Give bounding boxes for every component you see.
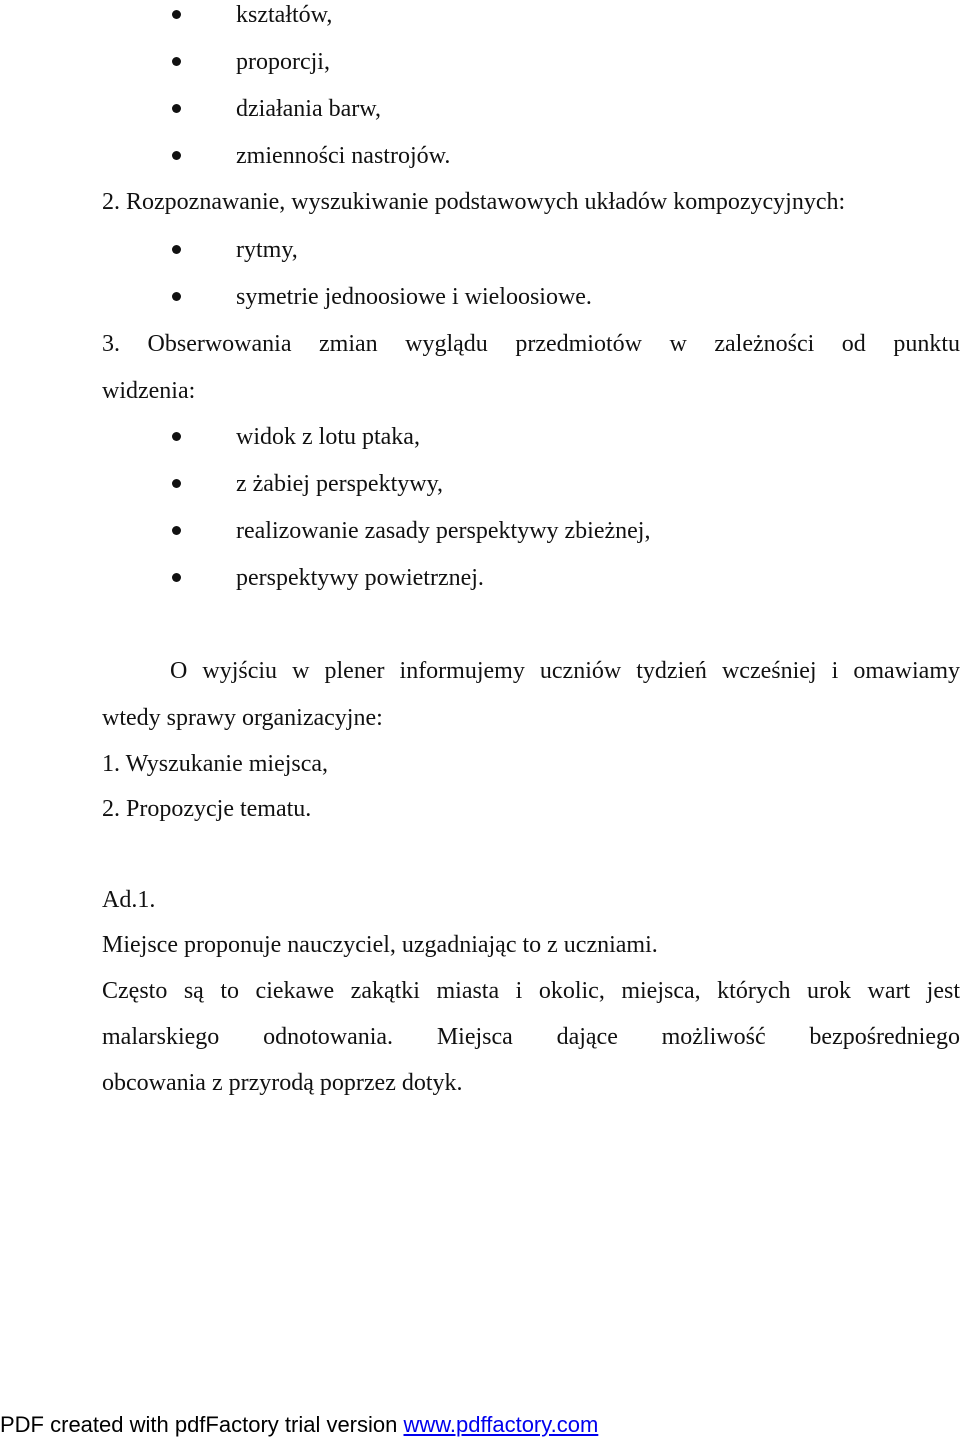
bullet-icon (172, 57, 181, 66)
list-item: z żabiej perspektywy, (236, 471, 444, 497)
numbered-item: 2. Propozycje tematu. (102, 796, 312, 822)
list-item: realizowanie zasady perspektywy zbieżnej, (236, 518, 651, 544)
bullet-icon (172, 432, 181, 441)
paragraph-line: widzenia: (102, 378, 196, 404)
bullet-icon (172, 245, 181, 254)
list-item: proporcji, (236, 49, 330, 75)
bullet-icon (172, 292, 181, 301)
bullet-icon (172, 151, 181, 160)
paragraph-line: O wyjściu w plener informujemy uczniów tydzień wcześniej i omawiamy (170, 658, 960, 684)
pdf-footer (0, 1412, 598, 1438)
bullet-icon (172, 479, 181, 488)
list-item: działania barw, (236, 96, 382, 122)
list-item: widok z lotu ptaka, (236, 424, 420, 450)
list-item: symetrie jednoosiowe i wieloosiowe. (236, 284, 592, 310)
bullet-icon (172, 10, 181, 19)
numbered-item: 2. Rozpoznawanie, wyszukiwanie podstawowych układów kompozycyjnych: (102, 189, 846, 215)
paragraph-line: Miejsce proponuje nauczyciel, uzgadniając to z uczniami. (102, 932, 658, 958)
paragraph-line: malarskiego odnotowania. Miejsca dające możliwość bezpośredniego (102, 1024, 960, 1050)
list-item: kształtów, (236, 2, 333, 28)
list-item: perspektywy powietrznej. (236, 565, 484, 591)
paragraph-line: Często są to ciekawe zakątki miasta i okolic, miejsca, których urok wart jest (102, 978, 960, 1004)
section-heading: Ad.1. (102, 887, 156, 913)
paragraph-line: obcowania z przyrodą poprzez dotyk. (102, 1070, 463, 1096)
footer-link[interactable]: www.pdffactory.com (403, 1412, 599, 1437)
numbered-item: 3. Obserwowania zmian wyglądu przedmiotów w zależności od punktu (102, 331, 960, 357)
numbered-item: 1. Wyszukanie miejsca, (102, 751, 329, 777)
bullet-icon (172, 573, 181, 582)
list-item: zmienności nastrojów. (236, 143, 451, 169)
footer-text: PDF created with pdfFactory trial version (0, 1412, 404, 1437)
paragraph-line: wtedy sprawy organizacyjne: (102, 705, 383, 731)
bullet-icon (172, 104, 181, 113)
list-item: rytmy, (236, 237, 298, 263)
bullet-icon (172, 526, 181, 535)
